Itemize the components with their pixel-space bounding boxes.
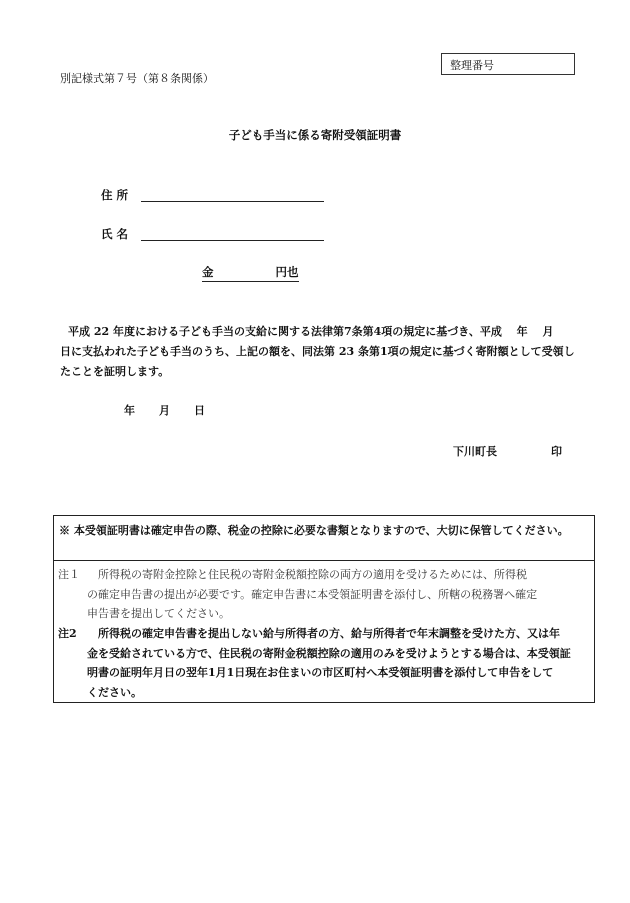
note-2-line: 所得税の確定申告書を提出しない給与所得者の方、給与所得者で年末調整を受けた方、又は年 — [98, 627, 560, 640]
date-month: 月 — [159, 404, 170, 417]
notice-box — [53, 515, 595, 703]
signer-title: 下川町長 — [453, 445, 497, 458]
note-1 — [58, 565, 588, 624]
name-field[interactable] — [141, 239, 324, 241]
note-2 — [58, 624, 588, 702]
important-notice: ※ 本受領証明書は確定申告の際、税金の控除に必要な書類となりますので、大切に保管してください。 — [54, 516, 594, 561]
name-label: 氏 名 — [101, 227, 129, 241]
note-1-line: 申告書を提出してください。 — [87, 607, 230, 620]
form-number: 別記様式第７号（第８条関係） — [60, 72, 214, 85]
address-label: 住 所 — [101, 188, 129, 202]
note-2-line: ください。 — [87, 685, 142, 699]
reference-number-label: 整理番号 — [450, 59, 494, 72]
certification-line: 日に支払われた子ども手当のうち、上記の額を、同法第 23 条第1項の規定に基づく寄附額として受領し — [60, 345, 575, 358]
note-1-line: 所得税の寄附金控除と住民税の寄附金税額控除の両方の適用を受けるためには、所得税 — [98, 568, 527, 581]
note-2-line: 金を受給されている方で、住民税の寄附金税額控除の適用のみを受けようとする場合は、本受領証 — [87, 646, 571, 660]
document-title: 子ども手当に係る寄附受領証明書 — [228, 128, 402, 142]
address-field[interactable] — [141, 200, 324, 202]
reference-number-box[interactable] — [441, 53, 575, 75]
note-1-tag: 注１ — [58, 568, 80, 581]
note-2-line: 明書の証明年月日の翌年1月1日現在お住まいの市区町村へ本受領証明書を添付して申告をして — [87, 666, 554, 679]
note-1-line: の確定申告書の提出が必要です。確定申告書に本受領証明書を添付し、所轄の税務署へ確定 — [87, 587, 538, 601]
certification-line: 平成 22 年度における子ども手当の支給に関する法律第7条第4項の規定に基づき、平成 年 月 — [68, 325, 554, 338]
date-year: 年 — [124, 404, 135, 417]
issue-date[interactable] — [124, 402, 229, 418]
note-2-tag: 注2 — [58, 627, 77, 640]
certification-text — [60, 322, 580, 382]
amount-suffix: 円也 — [275, 265, 299, 279]
amount-prefix: 金 — [202, 265, 214, 279]
amount-line[interactable] — [202, 264, 299, 282]
certification-line: たことを証明します。 — [60, 365, 170, 378]
date-day: 日 — [194, 404, 205, 417]
seal-mark: 印 — [551, 445, 562, 458]
